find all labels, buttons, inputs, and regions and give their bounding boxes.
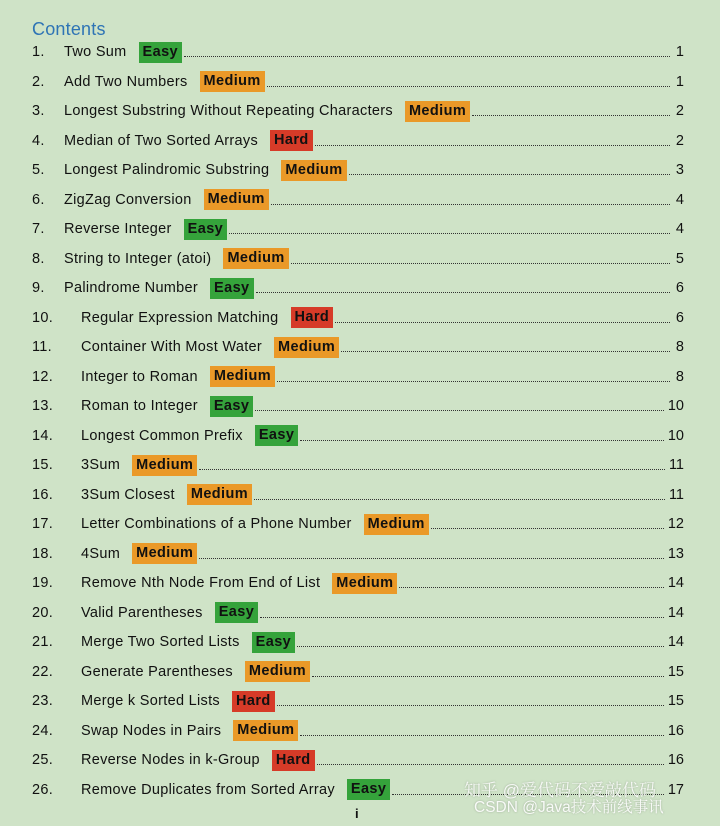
dot-leader (315, 145, 670, 146)
toc-entry-page-number: 15 (667, 663, 684, 680)
dot-leader (472, 115, 670, 116)
toc-entry-number: 9. (32, 280, 45, 296)
toc-entry-line (64, 156, 684, 184)
toc-entry-page-number: 17 (667, 781, 684, 798)
toc-entry-page-number: 16 (667, 722, 684, 739)
toc-entry-title: Longest Common Prefix (81, 427, 243, 444)
dot-leader (431, 528, 664, 529)
toc-entry-number: 19. (32, 575, 54, 591)
toc-entry-number: 24. (32, 722, 54, 739)
toc-entry[interactable] (0, 304, 720, 332)
toc-entry-line (81, 481, 684, 509)
toc-entry-number: 2. (32, 73, 45, 90)
dot-leader (277, 381, 670, 382)
toc-entry[interactable] (0, 569, 720, 597)
toc-entry-line (64, 215, 684, 243)
toc-entry-line (81, 363, 684, 391)
toc-entry-title: Regular Expression Matching (81, 309, 279, 326)
toc-entry-title: String to Integer (atoi) (64, 250, 212, 267)
toc-entry[interactable] (0, 363, 720, 391)
toc-entry[interactable] (0, 540, 720, 568)
difficulty-badge: Medium (204, 189, 269, 210)
toc-entry-number: 5. (32, 162, 45, 178)
toc-entry-line (64, 97, 684, 125)
toc-entry-title: Longest Palindromic Substring (64, 162, 270, 178)
toc-entry[interactable] (0, 68, 720, 96)
toc-entry-title: 3Sum Closest (81, 486, 175, 503)
watermark-zhihu: 知乎 @爱代码不爱敲代码 (464, 781, 656, 800)
toc-entry-page-number: 15 (667, 693, 684, 709)
dot-leader (317, 764, 664, 765)
difficulty-badge: Easy (215, 602, 258, 623)
toc-entry-number: 8. (32, 250, 45, 267)
toc-entry-line (81, 422, 684, 450)
difficulty-badge: Medium (233, 720, 298, 741)
toc-entry-number: 23. (32, 693, 54, 709)
toc-entry-page-number: 2 (675, 103, 684, 119)
toc-entry-line (64, 274, 684, 302)
toc-entry-title: Swap Nodes in Pairs (81, 722, 222, 739)
toc-entry-number: 4. (32, 132, 45, 149)
toc-entry-page-number: 3 (675, 162, 684, 178)
difficulty-badge: Medium (132, 543, 197, 564)
dot-leader (199, 558, 664, 559)
toc-entry-number: 1. (32, 44, 45, 60)
toc-entry-page-number: 8 (675, 368, 684, 385)
toc-entry-number: 26. (32, 781, 54, 798)
toc-entry-title: Integer to Roman (81, 368, 198, 385)
toc-entry-title: Reverse Integer (64, 221, 172, 237)
difficulty-badge: Easy (347, 779, 390, 800)
dot-leader (291, 263, 670, 264)
toc-entry-number: 14. (32, 427, 54, 444)
toc-entry-title: Generate Parentheses (81, 663, 233, 680)
dot-leader (229, 233, 670, 234)
toc-entry-title: Median of Two Sorted Arrays (64, 132, 259, 149)
difficulty-badge: Hard (272, 750, 315, 771)
toc-entry-title: Remove Duplicates from Sorted Array (81, 781, 335, 798)
toc-entry-page-number: 2 (675, 132, 684, 149)
toc-entry-line (64, 38, 684, 66)
toc-entry-number: 13. (32, 398, 54, 414)
toc-entry[interactable] (0, 156, 720, 184)
toc-entry-line (81, 717, 684, 745)
toc-entry[interactable] (0, 186, 720, 214)
toc-entry-line (81, 333, 684, 361)
toc-entry-number: 7. (32, 221, 45, 237)
toc-entry-page-number: 12 (667, 516, 684, 532)
toc-entry-line (64, 127, 684, 155)
watermark-csdn: CSDN @Java技术前线事讯 (474, 799, 664, 816)
dot-leader (256, 292, 670, 293)
toc-entry[interactable] (0, 215, 720, 243)
toc-entry-line (81, 687, 684, 715)
dot-leader (335, 322, 670, 323)
difficulty-badge: Easy (210, 278, 253, 299)
difficulty-badge: Easy (139, 42, 182, 63)
difficulty-badge: Medium (274, 337, 339, 358)
toc-entry-line (81, 304, 684, 332)
toc-entry[interactable] (0, 628, 720, 656)
toc-entry-title: Two Sum (64, 44, 127, 60)
dot-leader (349, 174, 670, 175)
toc-entry-title: 3Sum (81, 457, 121, 473)
toc-entry-number: 21. (32, 634, 54, 650)
toc-entry-page-number: 4 (675, 191, 684, 208)
toc-entry-page-number: 5 (675, 250, 684, 267)
toc-entry-line (81, 658, 684, 686)
footer-page-number: i (355, 806, 359, 821)
toc-entry[interactable] (0, 333, 720, 361)
toc-entry-title: Valid Parentheses (81, 604, 203, 621)
toc-entry[interactable] (0, 599, 720, 627)
toc-entry-title: ZigZag Conversion (64, 191, 192, 208)
toc-entry-number: 17. (32, 516, 54, 532)
toc-entry-title: Remove Nth Node From End of List (81, 575, 321, 591)
toc-entry[interactable] (0, 451, 720, 479)
toc-entry-page-number: 10 (667, 427, 684, 444)
toc-entry-number: 11. (32, 339, 52, 355)
toc-entry-line (81, 569, 684, 597)
dot-leader (297, 646, 664, 647)
toc-entry-number: 22. (32, 663, 54, 680)
toc-entry-line (64, 245, 684, 273)
toc-entry[interactable] (0, 422, 720, 450)
dot-leader (312, 676, 664, 677)
difficulty-badge: Medium (364, 514, 429, 535)
toc-entry-title: Container With Most Water (81, 339, 263, 355)
toc-entry-page-number: 1 (675, 73, 684, 90)
contents-title: Contents (32, 19, 106, 39)
toc-entry-line (81, 540, 684, 568)
toc-entry-page-number: 14 (667, 634, 684, 650)
toc-entry-title: 4Sum (81, 545, 121, 562)
dot-leader (267, 86, 670, 87)
toc-entry-page-number: 11 (668, 486, 684, 503)
dot-leader (300, 735, 663, 736)
toc-entry-page-number: 13 (667, 545, 684, 562)
toc-entry-number: 6. (32, 191, 45, 208)
dot-leader (300, 440, 664, 441)
toc-entry-page-number: 11 (668, 457, 684, 473)
difficulty-badge: Medium (223, 248, 288, 269)
toc-entry-title: Merge k Sorted Lists (81, 693, 220, 709)
toc-entry-line (81, 451, 684, 479)
toc-entry[interactable] (0, 97, 720, 125)
dot-leader (271, 204, 670, 205)
difficulty-badge: Hard (270, 130, 313, 151)
difficulty-badge: Medium (332, 573, 397, 594)
toc-entry-number: 10. (32, 309, 54, 326)
toc-entry-title: Longest Substring Without Repeating Characters (64, 103, 393, 119)
toc-entry-page-number: 14 (667, 604, 684, 621)
toc-entry-number: 12. (32, 368, 54, 385)
difficulty-badge: Medium (281, 160, 346, 181)
toc-entry-line (81, 628, 684, 656)
toc-entry[interactable] (0, 746, 720, 774)
toc-entry[interactable] (0, 658, 720, 686)
difficulty-badge: Easy (184, 219, 227, 240)
toc-entry-page-number: 16 (667, 752, 684, 768)
toc-entry[interactable] (0, 127, 720, 155)
dot-leader (254, 499, 665, 500)
dot-leader (199, 469, 665, 470)
toc-entry-page-number: 1 (675, 44, 684, 60)
difficulty-badge: Easy (255, 425, 298, 446)
toc-entry-line (64, 68, 684, 96)
toc-entry-title: Roman to Integer (81, 398, 198, 414)
toc-entry[interactable] (0, 717, 720, 745)
dot-leader (399, 587, 663, 588)
dot-leader (260, 617, 664, 618)
difficulty-badge: Medium (245, 661, 310, 682)
toc-entry-page-number: 4 (675, 221, 684, 237)
toc-entry-page-number: 10 (667, 398, 684, 414)
toc-entry-number: 16. (32, 486, 54, 503)
difficulty-badge: Easy (252, 632, 295, 653)
difficulty-badge: Hard (291, 307, 334, 328)
toc-entry-number: 25. (32, 752, 54, 768)
difficulty-badge: Medium (132, 455, 197, 476)
toc-entry-title: Palindrome Number (64, 280, 199, 296)
toc-entry-page-number: 14 (667, 575, 684, 591)
difficulty-badge: Medium (210, 366, 275, 387)
toc-entry[interactable] (0, 392, 720, 420)
toc-entry[interactable] (0, 510, 720, 538)
toc-entry[interactable] (0, 38, 720, 66)
difficulty-badge: Medium (200, 71, 265, 92)
toc-entry-page-number: 6 (675, 309, 684, 326)
toc-entry-line (81, 510, 684, 538)
toc-entry-page-number: 6 (675, 280, 684, 296)
dot-leader (184, 56, 670, 57)
dot-leader (341, 351, 670, 352)
difficulty-badge: Easy (210, 396, 253, 417)
toc-entry[interactable] (0, 481, 720, 509)
toc-entry-line (81, 746, 684, 774)
difficulty-badge: Medium (187, 484, 252, 505)
toc-entry-title: Merge Two Sorted Lists (81, 634, 240, 650)
toc-entry-title: Reverse Nodes in k-Group (81, 752, 260, 768)
toc-entry-page-number: 8 (675, 339, 684, 355)
toc-entry-line (64, 186, 684, 214)
toc-entry-number: 18. (32, 545, 54, 562)
toc-entry[interactable] (0, 274, 720, 302)
toc-entry-number: 15. (32, 457, 54, 473)
toc-entry-number: 20. (32, 604, 54, 621)
toc-entry-title: Letter Combinations of a Phone Number (81, 516, 352, 532)
difficulty-badge: Medium (405, 101, 470, 122)
toc-entry[interactable] (0, 687, 720, 715)
toc-entry-line (81, 599, 684, 627)
dot-leader (277, 705, 664, 706)
difficulty-badge: Hard (232, 691, 275, 712)
toc-entry-title: Add Two Numbers (64, 73, 188, 90)
toc-entry-line (81, 392, 684, 420)
dot-leader (255, 410, 664, 411)
toc-entry[interactable] (0, 245, 720, 273)
toc-entry-number: 3. (32, 103, 45, 119)
